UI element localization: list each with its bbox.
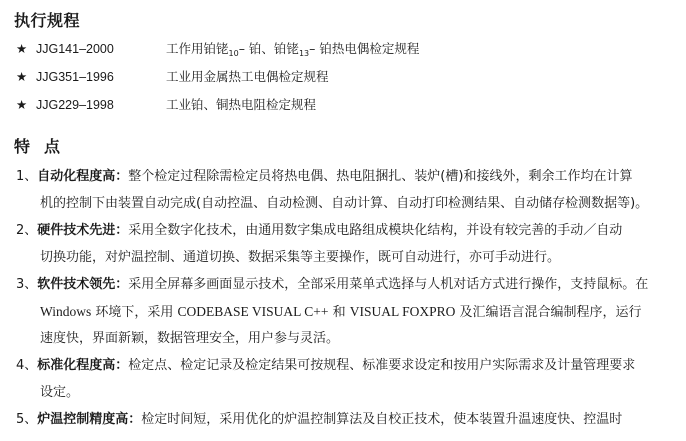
standard-code: JJG229–1998	[36, 98, 114, 112]
star-icon: ★	[16, 41, 28, 56]
feature-label: 硬件技术先进：	[37, 223, 129, 238]
document-page: 执行规程 ★ JJG141–2000 工作用铂铑$_{10}$– 铂、铂铑$_{13}$– 铂热电偶检定规程 ★ JJG351–1996 工业用金属热工电偶检定规程 ★ JJG229–1998 工业铂、铜热电阻检定规程 特点 1、自动化程度高：整个检定过程除需检定员将热电偶、热电阻捆扎、装炉(槽)和接线外，剩余工作均在计算 机的控制下由装置自动完成(自动控温、自动检测、自动计算、自动打印检测结果、自动储存检测数据等)。 2、硬件技术先进：采用全数字化技术，由通用数字集成电路组成模块化结构，并设有较完善的手动／自动 切换功能，对炉温控制、通道切换、数据采集等主要操作，既可自动进行，亦可手动进行。 3、软件技术领先：采用全屏幕多画面显示技术，全部采用菜单式选择与人机对话方式进行操作，支持鼠标。在 Windows 环境下，采用 CODEBASE VISUAL C++ 和 VISUAL FOXPRO 及汇编语言混合编制程序，运行 速度快，界面新颖，数据管理安全，用户参与灵活。 4、标准化程度高：检定点、检定记录及检定结果可按规程、标准要求设定和按用户实际需求及计量管理要求 设定。 5、炉温控制精度高：检定时间短，采用优化的炉温控制算法及自校正技术，使本装置升温速度快、控温时	[0, 0, 686, 441]
section-title-features: 特点	[14, 137, 75, 156]
star-icon: ★	[16, 97, 28, 112]
star-icon: ★	[16, 69, 28, 84]
standard-name: 工作用铂铑$_{10}$– 铂、铂铑$_{13}$– 铂热电偶检定规程	[166, 41, 420, 58]
section-title-standards: 执行规程	[14, 11, 81, 30]
standard-code: JJG141–2000	[36, 42, 114, 56]
standard-name: 工业铂、铜热电阻检定规程	[166, 97, 317, 112]
feature-label: 自动化程度高：	[37, 169, 129, 184]
feature-label: 标准化程度高：	[37, 358, 129, 373]
standard-name: 工业用金属热工电偶检定规程	[166, 69, 329, 84]
feature-label: 炉温控制精度高：	[37, 412, 142, 427]
feature-label: 软件技术领先：	[37, 277, 129, 292]
standard-code: JJG351–1996	[36, 70, 114, 84]
